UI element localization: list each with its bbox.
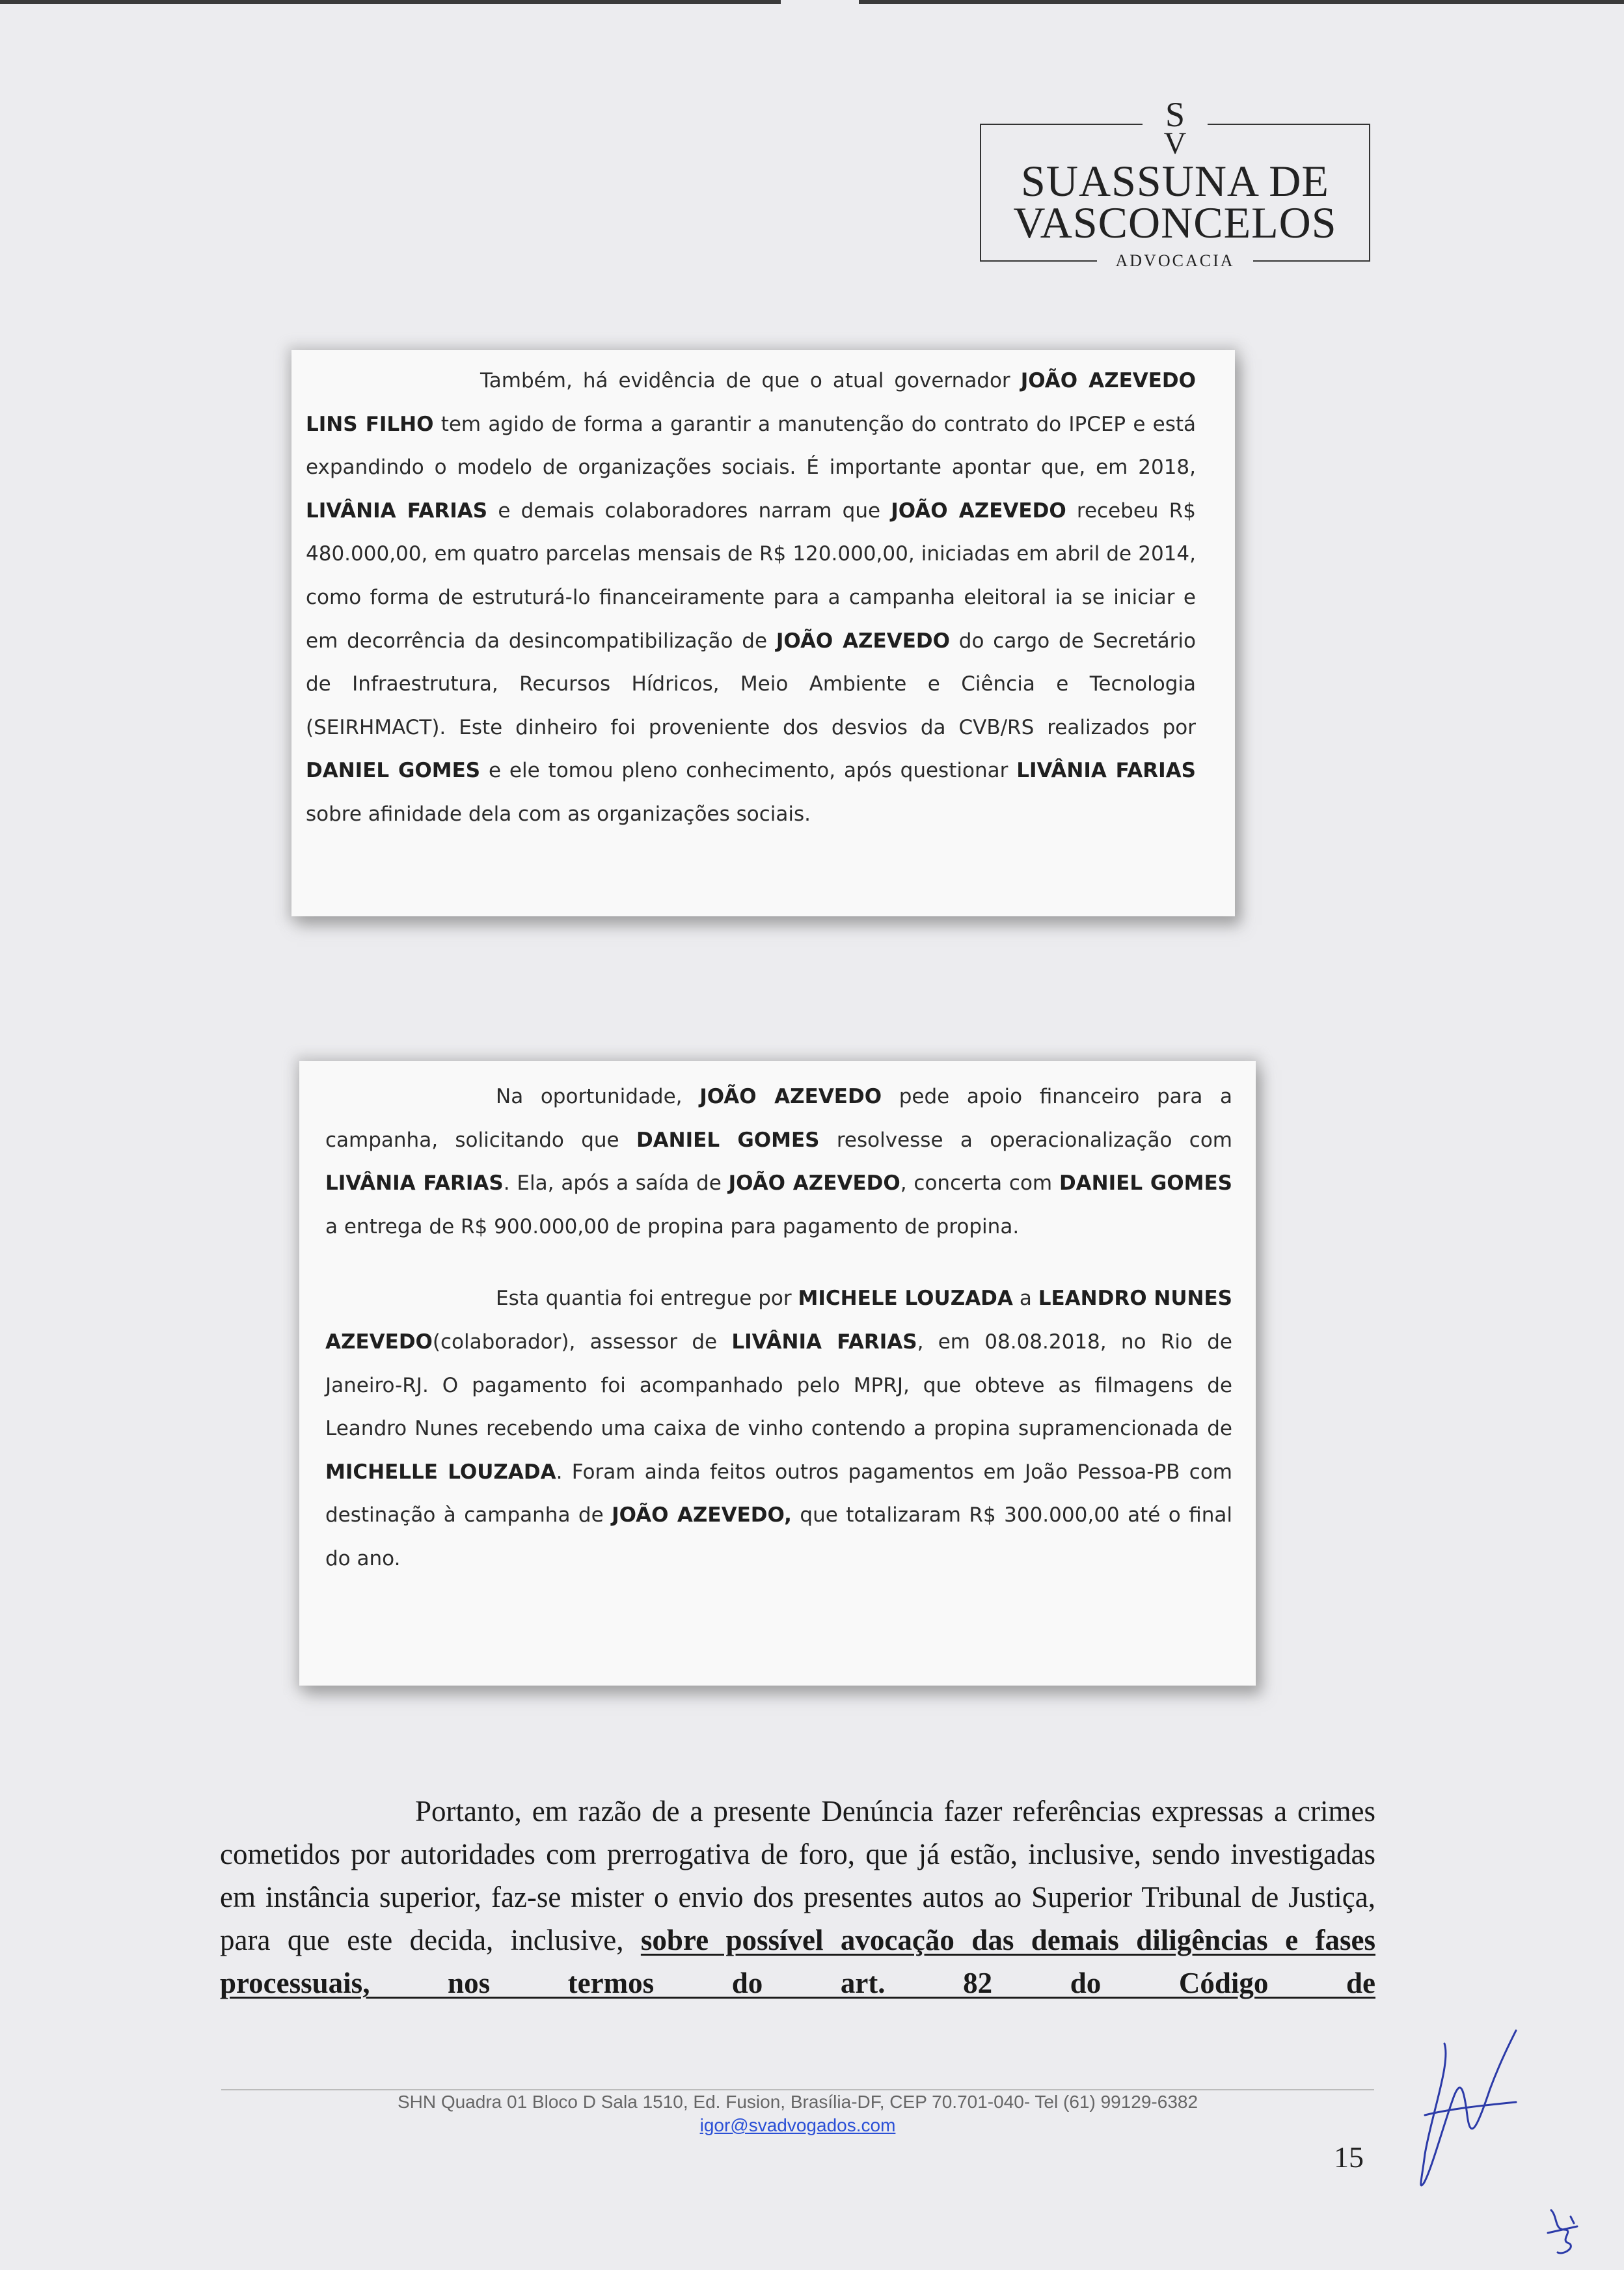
handwritten-signature-icon xyxy=(1405,2017,1522,2193)
name-bold: JOÃO AZEVEDO LINS FILHO xyxy=(306,369,1197,436)
text-run: Também, há evidência de que o atual governador xyxy=(480,369,1021,392)
text-run: a xyxy=(1012,1287,1038,1311)
text-run: Esta quantia foi entregue por xyxy=(496,1287,798,1311)
main-paragraph xyxy=(220,1790,1375,2004)
svg-text:S: S xyxy=(1165,95,1185,134)
text-run: , em 08.08.2018, no Rio de Janeiro-RJ. O pagamento foi acompanhado pelo MPRJ, que obteve as filmagens de Leandro Nunes recebendo uma caixa de vinho contendo a propina supramencionada de xyxy=(325,1330,1232,1441)
quote2-paragraph-1 xyxy=(325,1075,1232,1248)
text-run: . Foram ainda feitos outros pagamentos em João Pessoa-PB com destinação à campanha de xyxy=(325,1460,1232,1527)
name-bold: MICHELE LOUZADA xyxy=(798,1287,1013,1311)
scan-top-edge xyxy=(0,0,1624,4)
text-run: . Ela, após a saída de xyxy=(503,1171,729,1196)
name-bold: LIVÂNIA FARIAS xyxy=(1016,759,1197,783)
name-bold: LEANDRO NUNES AZEVEDO xyxy=(325,1287,1232,1354)
text-run: tem agido de forma a garantir a manutenção do contrato do IPCEP e está expandindo o modelo de organizações sociais. É importante apontar que, em 2018, xyxy=(306,412,1196,480)
text-run: que totalizaram R$ 300.000,00 até o final do ano. xyxy=(325,1503,1232,1570)
text-run: do cargo de Secretário de Infraestrutura, Recursos Hídricos, Meio Ambiente e Ciência e Tecnologia (SEIRHMACT). Este dinheiro foi proveniente dos desvios da CVB/RS realizados por xyxy=(306,629,1197,739)
name-bold: JOÃO AZEVEDO xyxy=(891,499,1066,523)
footer-email-link[interactable]: igor@svadvogados.com xyxy=(699,2115,896,2135)
name-bold: JOÃO AZEVEDO, xyxy=(612,1503,792,1527)
body-text: Portanto, em razão de a presente Denúncia fazer referências expressas a crimes cometidos por autoridades com prerrogativa de foro, que já estão, inclusive, sendo investigadas em instância superior, faz-se mister o envio dos presentes autos ao Superior Tribunal de Justiça, para que este decida, inclusive, xyxy=(220,1795,1375,1956)
name-bold: LIVÂNIA FARIAS xyxy=(306,499,488,523)
name-bold: JOÃO AZEVEDO xyxy=(699,1085,882,1108)
handwritten-initials-icon xyxy=(1538,2204,1590,2262)
text-run: a entrega de R$ 900.000,00 de propina para pagamento de propina. xyxy=(325,1214,1020,1238)
text-run: , concerta com xyxy=(900,1171,1059,1196)
page-number: 15 xyxy=(1334,2140,1364,2174)
quote2-paragraph-2 xyxy=(325,1277,1232,1580)
quoted-excerpt-2 xyxy=(299,1061,1256,1686)
name-bold: JOÃO AZEVEDO xyxy=(776,629,950,653)
text-run: Na oportunidade, xyxy=(496,1085,700,1108)
sv-monogram-icon xyxy=(1150,94,1200,159)
text-run: resolvesse a operacionalização com xyxy=(819,1128,1232,1152)
text-run: (colaborador), assessor de xyxy=(432,1330,732,1354)
logo-name-line1: SUASSUNA DE xyxy=(1021,156,1329,206)
name-bold: JOÃO AZEVEDO xyxy=(728,1171,900,1196)
law-firm-logo xyxy=(980,95,1370,270)
footer xyxy=(221,2090,1374,2137)
text-run: e demais colaboradores narram que xyxy=(487,499,891,523)
name-bold: LIVÂNIA FARIAS xyxy=(731,1330,917,1354)
name-bold: MICHELLE LOUZADA xyxy=(325,1460,556,1484)
body-text-emphasis: sobre possível avocação das demais diligências e fases processuais, nos termos do art. 82 do Código de xyxy=(220,1924,1375,1999)
name-bold: DANIEL GOMES xyxy=(306,759,481,783)
text-run: e ele tomou pleno conhecimento, após questionar xyxy=(480,759,1017,783)
name-bold: DANIEL GOMES xyxy=(1059,1171,1233,1196)
text-run: sobre afinidade dela com as organizações sociais. xyxy=(306,802,811,826)
text-run: pede apoio financeiro para a campanha, solicitando que xyxy=(325,1085,1233,1152)
name-bold: LIVÂNIA FARIAS xyxy=(325,1171,504,1196)
footer-address: SHN Quadra 01 Bloco D Sala 1510, Ed. Fusion, Brasília-DF, CEP 70.701-040- Tel (61) 99129-6382 xyxy=(397,2092,1198,2112)
name-bold: DANIEL GOMES xyxy=(636,1128,820,1152)
text-run: recebeu R$ 480.000,00, em quatro parcelas mensais de R$ 120.000,00, iniciadas em abril de 2014, como forma de estruturá-lo financeiramente para a campanha eleitoral ia se iniciar e em decorrência da desincompatibilização de xyxy=(306,499,1197,653)
quote1-paragraph xyxy=(306,359,1196,836)
quoted-excerpt-1 xyxy=(291,350,1235,916)
logo-subtitle: ADVOCACIA xyxy=(1097,251,1253,271)
logo-name-line2: VASCONCELOS xyxy=(1013,198,1337,247)
svg-text:V: V xyxy=(1163,126,1187,159)
